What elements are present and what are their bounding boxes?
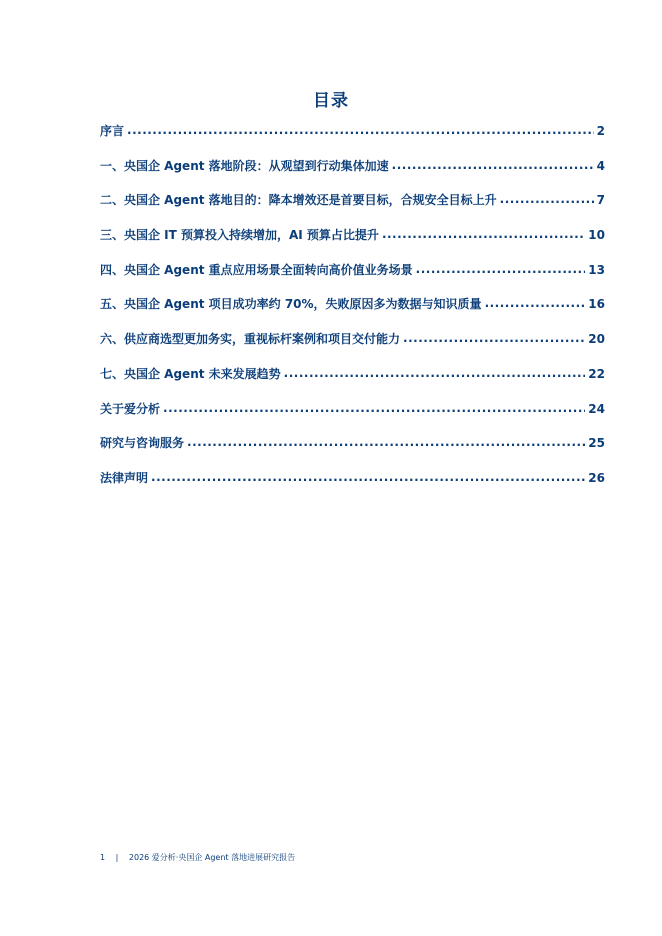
toc-page-number: 4 (596, 158, 605, 173)
toc-entry-label: 六、供应商选型更加务实，重视标杆案例和项目交付能力 (100, 332, 401, 347)
footer-page-number: 1 (100, 853, 106, 862)
toc-entry-chapter-1[interactable] (100, 157, 605, 192)
toc-entry-services[interactable] (100, 434, 605, 469)
toc-entry-chapter-3[interactable] (100, 226, 605, 261)
toc-entry-chapter-5[interactable] (100, 295, 605, 330)
toc-dot-leader (127, 123, 594, 137)
toc-dot-leader (284, 366, 586, 380)
toc-page-number: 20 (588, 332, 605, 347)
toc-dot-leader (500, 192, 594, 206)
page-footer (100, 852, 295, 863)
footer-separator: | (115, 853, 119, 862)
toc-entry-label: 法律声明 (100, 470, 149, 485)
table-of-contents (100, 122, 605, 504)
toc-entry-preface[interactable] (100, 122, 605, 157)
toc-page-number: 2 (596, 124, 605, 138)
toc-entry-label: 七、央国企 Agent 未来发展趋势 (100, 366, 281, 381)
toc-entry-label: 研究与咨询服务 (100, 436, 185, 451)
toc-entry-chapter-2[interactable] (100, 191, 605, 226)
toc-page-number: 26 (588, 470, 605, 485)
toc-page-number: 24 (588, 401, 605, 416)
toc-dot-leader (382, 227, 585, 241)
toc-entry-label: 二、央国企 Agent 落地目的：降本增效还是首要目标，合规安全目标上升 (100, 193, 497, 208)
toc-entry-about[interactable] (100, 400, 605, 435)
toc-entry-chapter-7[interactable] (100, 365, 605, 400)
toc-page-number: 22 (588, 366, 605, 381)
toc-entry-label: 三、央国企 IT 预算投入持续增加，AI 预算占比提升 (100, 228, 379, 243)
toc-entry-label: 序言 (100, 124, 125, 138)
toc-dot-leader (187, 435, 585, 449)
toc-page-number: 16 (588, 297, 605, 312)
toc-page-number: 13 (588, 262, 605, 277)
footer-report-title: 2026 爱分析·央国企 Agent 落地进展研究报告 (128, 853, 296, 862)
toc-entry-legal[interactable] (100, 469, 605, 504)
toc-page-number: 25 (588, 436, 605, 451)
page-title: 目录 (313, 91, 349, 111)
toc-dot-leader (151, 470, 585, 484)
toc-dot-leader (403, 331, 585, 345)
toc-entry-chapter-4[interactable] (100, 261, 605, 296)
toc-entry-label: 四、央国企 Agent 重点应用场景全面转向高价值业务场景 (100, 262, 413, 277)
toc-page-number: 7 (596, 193, 605, 208)
toc-dot-leader (416, 262, 586, 276)
toc-dot-leader (392, 158, 594, 172)
toc-entry-label: 五、央国企 Agent 项目成功率约 70%，失败原因多为数据与知识质量 (100, 297, 482, 312)
toc-entry-label: 关于爱分析 (100, 401, 161, 416)
toc-entry-label: 一、央国企 Agent 落地阶段：从观望到行动集体加速 (100, 158, 389, 173)
toc-dot-leader (163, 401, 585, 415)
toc-page-number: 10 (588, 228, 605, 243)
toc-dot-leader (485, 296, 586, 310)
toc-entry-chapter-6[interactable] (100, 330, 605, 365)
